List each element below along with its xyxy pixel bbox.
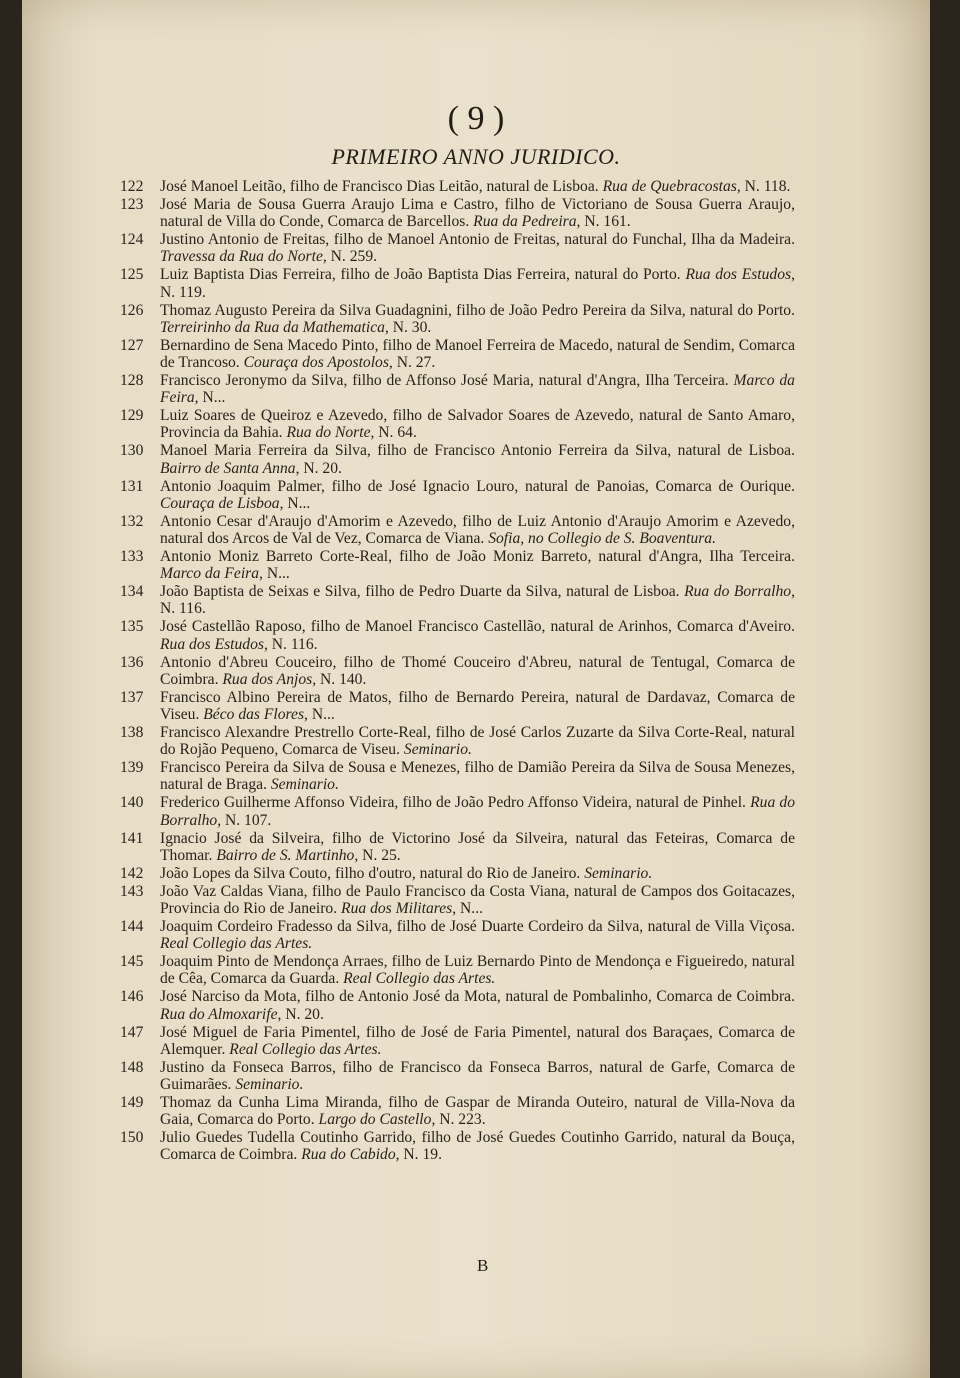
entry-tail: , N. 118. (736, 178, 791, 195)
entry-tail: , N. 20. (295, 459, 342, 477)
entry-text: Antonio Joaquim Palmer, filho de José Ignacio Louro, natural de Panoias, Comarca de Ourique. (160, 477, 795, 495)
entry-text: Ignacio José da Silveira, filho de Victorino José da Silveira, natural das Feteiras, Comarca de Thomar. (160, 829, 795, 864)
list-item (120, 918, 795, 952)
entry-street: Travessa da Rua do Norte (160, 248, 323, 266)
list-item (120, 196, 795, 230)
entry-tail: , N. 30. (384, 318, 432, 336)
list-item (120, 1024, 795, 1058)
entry-tail: , N. 107. (217, 811, 272, 829)
entry-street: Couraça dos Apostolos (243, 354, 389, 372)
entry-street: Rua do Norte (286, 424, 371, 442)
list-item (120, 1059, 795, 1093)
entry-tail: , N. 140. (312, 670, 367, 688)
list-item (120, 442, 795, 476)
entry-tail: , N. 25. (354, 846, 401, 864)
signature-mark: B (477, 1256, 489, 1275)
entry-street: Marco da Feira (160, 565, 260, 583)
entry-number: 129 (120, 407, 144, 425)
list-item (120, 513, 795, 547)
entry-number: 127 (120, 336, 144, 354)
entry-street: Bairro de S. Martinho (216, 846, 355, 864)
entry-street: Couraça de Lisboa (160, 494, 280, 512)
entry-text: Julio Guedes Tudella Coutinho Garrido, filho de José Guedes Coutinho Garrido, natural da Bouça, Comarca de Coimbra. (160, 1129, 795, 1164)
entry-tail: , N... (194, 389, 226, 407)
entry-text: Antonio d'Abreu Couceiro, filho de Thomé Couceiro d'Abreu, natural de Tentugal, Comarca de Coimbra. (160, 653, 795, 688)
entry-street: Largo do Castello (318, 1111, 432, 1129)
entry-text: Francisco Albino Pereira de Matos, filho de Bernardo Pereira, natural de Dardavaz, Comarca de Viseu. (160, 688, 795, 724)
list-item (120, 372, 795, 406)
entry-text: Bernardino de Sena Macedo Pinto, filho de Manoel Ferreira de Macedo, natural de Sendim, Comarca de Trancoso. (160, 336, 795, 372)
list-item (120, 794, 795, 828)
entry-text: José Castellão Raposo, filho de Manoel Francisco Castellão, natural de Arinhos, Comarca d'Aveiro. (160, 618, 795, 636)
entry-street: Rua dos Militares (341, 900, 453, 918)
entry-number: 146 (120, 988, 144, 1006)
entry-street: Rua da Pedreira (473, 213, 577, 231)
entry-tail: , N. 27. (388, 354, 436, 372)
entry-text: Luiz Baptista Dias Ferreira, filho de João Baptista Dias Ferreira, natural do Porto. (160, 266, 681, 284)
entry-street: Marco da Feira (160, 372, 795, 407)
entry-number: 139 (120, 759, 144, 777)
entry-text: Francisco Pereira da Silva de Sousa e Menezes, filho de Damião Pereira da Silva de Sousa Menezes, natural de Braga. (160, 759, 795, 794)
entry-number: 148 (120, 1058, 144, 1076)
list-item (120, 654, 795, 688)
entry-street: Rua dos Estudos (685, 266, 792, 284)
entry-number: 138 (120, 724, 144, 742)
entry-tail: , N... (452, 900, 483, 918)
entry-text: João Vaz Caldas Viana, filho de Paulo Francisco da Costa Viana, natural de Campos dos Goitacazes, Provincia do Rio de Janeiro. (160, 882, 795, 918)
list-item (120, 759, 795, 793)
entry-number: 131 (120, 477, 144, 495)
list-item (120, 337, 795, 371)
entry-number: 124 (120, 231, 144, 249)
entry-street: Real Collegio das Artes. (343, 970, 496, 988)
page-number: ( 9 ) (447, 100, 505, 137)
list-item (120, 231, 795, 265)
entry-number: 149 (120, 1094, 144, 1112)
entry-number: 145 (120, 953, 144, 971)
entry-text: José Manoel Leitão, filho de Francisco Dias Leitão, natural de Lisboa. (160, 178, 599, 195)
entry-street: Rua dos Anjos (222, 670, 313, 688)
document-page (22, 0, 930, 1378)
entry-number: 135 (120, 618, 144, 636)
entry-number: 130 (120, 442, 144, 460)
list-item (120, 1129, 795, 1163)
entry-number: 123 (120, 196, 144, 213)
list-item (120, 830, 795, 864)
list-item (120, 1094, 795, 1128)
entry-list (120, 178, 795, 1164)
entry-number: 136 (120, 653, 144, 671)
entry-tail: , N. 116. (160, 583, 795, 618)
entry-street: Rua de Quebracostas (602, 178, 737, 195)
entry-text: Manoel Maria Ferreira da Silva, filho de Francisco Antonio Ferreira da Silva, natural de Lisboa. (160, 442, 795, 460)
list-item (120, 548, 795, 582)
entry-text: Antonio Cesar d'Araujo d'Amorim e Azevedo, filho de Luiz Antonio d'Araujo Amorim e Azevedo, natural dos Arcos de Val de Vez, Comarca de Viana. (160, 512, 795, 548)
list-item (120, 689, 795, 723)
entry-street: Seminario. (584, 864, 653, 882)
entry-number: 150 (120, 1129, 144, 1147)
list-item (120, 302, 795, 336)
entry-tail: , N. 119. (160, 266, 795, 301)
entry-street: Seminario. (270, 776, 339, 794)
entry-text: José Maria de Sousa Guerra Araujo Lima e Castro, filho de Victoriano de Sousa Guerra Araujo, natural de Villa do Conde, Comarca de Barcellos. (160, 196, 795, 231)
entry-tail: , N. 64. (370, 424, 417, 442)
entry-tail: , N. 161. (576, 213, 631, 231)
entry-street: Real Collegio das Artes. (160, 935, 313, 953)
entry-text: Francisco Jeronymo da Silva, filho de Affonso José Maria, natural d'Angra, Ilha Terceira. (160, 372, 729, 390)
entry-tail: , N. 19. (395, 1146, 442, 1164)
entry-number: 142 (120, 864, 144, 882)
list-item (120, 953, 795, 987)
entry-number: 141 (120, 829, 144, 847)
entry-text: Thomaz Augusto Pereira da Silva Guadagnini, filho de João Pedro Pereira da Silva, natural do Porto. (160, 301, 795, 319)
entry-text: Justino Antonio de Freitas, filho de Manoel Antonio de Freitas, natural do Funchal, Ilha da Madeira. (160, 231, 795, 249)
entry-text: Joaquim Cordeiro Fradesso da Silva, filho de José Duarte Cordeiro da Silva, natural de Villa Viçosa. (160, 918, 795, 936)
entry-street: Sofia, no Collegio de S. Boaventura. (488, 530, 717, 548)
entry-street: Bairro de Santa Anna (160, 459, 296, 477)
entry-tail: , N. 223. (431, 1111, 486, 1129)
entry-text: José Narciso da Mota, filho de Antonio José da Mota, natural de Pombalinho, Comarca de Coimbra. (160, 988, 795, 1006)
entry-number: 137 (120, 688, 144, 706)
entry-text: Joaquim Pinto de Mendonça Arraes, filho de Luiz Bernardo Pinto de Mendonça e Figueiredo, natural de Cêa, Comarca da Guarda. (160, 953, 795, 988)
list-item (120, 724, 795, 758)
entry-street: Rua dos Estudos (160, 635, 264, 653)
list-item (120, 266, 795, 300)
entry-street: Rua do Almoxarife (160, 1005, 278, 1023)
entry-tail: , N... (304, 706, 335, 724)
entry-street: Terreirinho da Rua da Mathematica (160, 318, 385, 336)
entry-text: Francisco Alexandre Prestrello Corte-Real, filho de José Carlos Zuzarte da Silva Corte-Real, natural do Rojão Pequeno, Comarca de Viseu. (160, 724, 795, 759)
entry-number: 128 (120, 372, 144, 390)
entry-number: 132 (120, 512, 144, 530)
list-item (120, 478, 795, 512)
entry-text: José Miguel de Faria Pimentel, filho de José de Faria Pimentel, natural dos Baraçaes, Comarca de Alemquer. (160, 1023, 795, 1058)
entry-text: João Baptista de Seixas e Silva, filho de Pedro Duarte da Silva, natural de Lisboa. (160, 583, 680, 601)
entry-number: 140 (120, 794, 144, 812)
entry-tail: , N... (279, 494, 311, 512)
entry-street: Rua do Borralho (160, 794, 795, 829)
entry-tail: , N. 116. (263, 635, 318, 653)
entry-tail: , N. 20. (277, 1005, 324, 1023)
entry-number: 122 (120, 178, 144, 195)
entry-text: Justino da Fonseca Barros, filho de Francisco da Fonseca Barros, natural de Garfe, Comarca de Guimarães. (160, 1058, 795, 1094)
entry-tail: , N. 259. (322, 248, 378, 266)
entry-text: Luiz Soares de Queiroz e Azevedo, filho de Salvador Soares de Azevedo, natural de Santo Amaro, Provincia da Bahia. (160, 407, 795, 442)
entry-text: Frederico Guilherme Affonso Videira, filho de João Pedro Affonso Videira, natural de Pinhel. (160, 794, 746, 812)
entry-number: 125 (120, 266, 144, 284)
entry-tail: , N... (259, 565, 290, 583)
entry-number: 147 (120, 1023, 144, 1041)
entry-street: Seminario. (235, 1076, 304, 1094)
entry-text: Thomaz da Cunha Lima Miranda, filho de Gaspar de Miranda Outeiro, natural de Villa-Nova da Gaia, Comarca do Porto. (160, 1094, 795, 1129)
entry-street: Béco das Flores (203, 706, 305, 724)
entry-number: 133 (120, 548, 144, 566)
entry-text: João Lopes da Silva Couto, filho d'outro, natural do Rio de Janeiro. (160, 864, 581, 882)
entry-street: Rua do Cabido (301, 1146, 396, 1164)
list-item (120, 618, 795, 652)
list-item (120, 583, 795, 617)
list-item (120, 407, 795, 441)
list-item (120, 883, 795, 917)
entry-street: Seminario. (403, 741, 472, 759)
entry-text: Antonio Moniz Barreto Corte-Real, filho de João Moniz Barreto, natural d'Angra, Ilha Terceira. (160, 548, 795, 566)
entry-number: 134 (120, 583, 144, 601)
section-title: PRIMEIRO ANNO JURIDICO. (331, 144, 621, 169)
entry-number: 126 (120, 301, 144, 319)
entry-number: 144 (120, 918, 144, 936)
list-item (120, 865, 795, 882)
entry-number: 143 (120, 882, 144, 900)
list-item (120, 988, 795, 1022)
list-item (120, 178, 795, 195)
entry-street: Rua do Borralho (684, 583, 792, 601)
entry-street: Real Collegio das Artes. (229, 1040, 382, 1058)
